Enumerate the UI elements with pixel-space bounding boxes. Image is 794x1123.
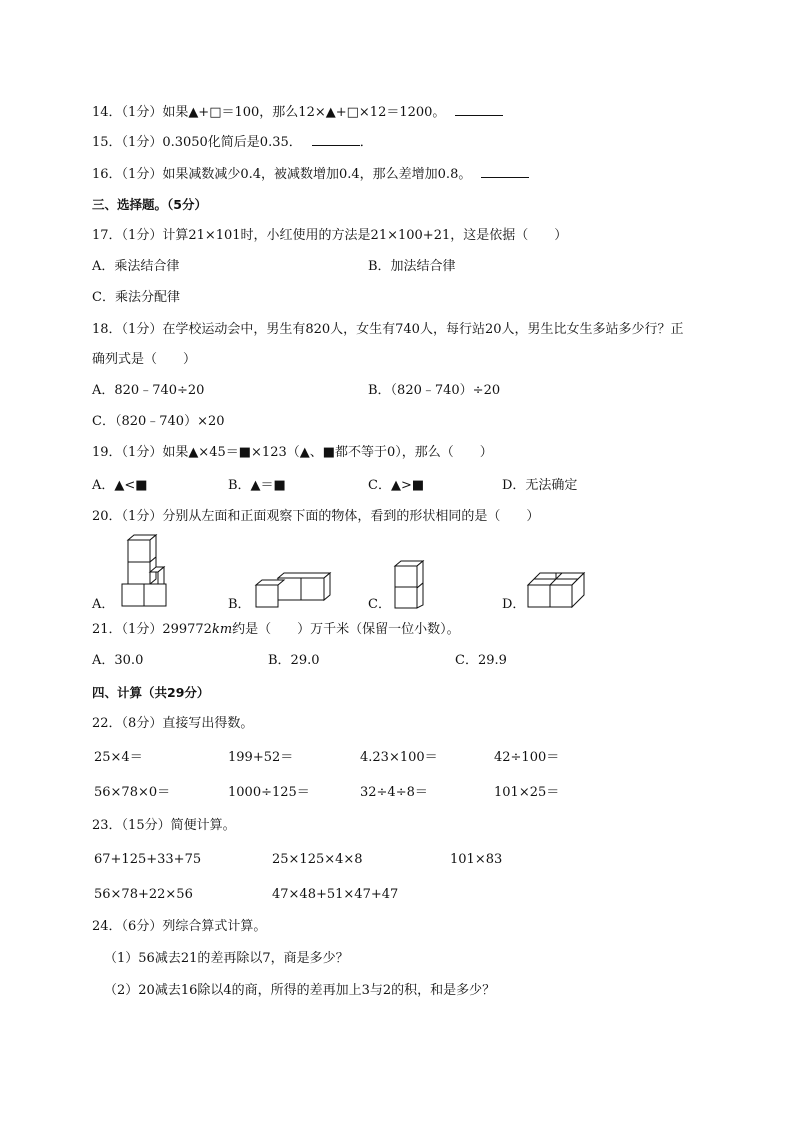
q22-item: 32÷4÷8＝ [360, 785, 428, 800]
q17-option-c: C．乘法分配律 [92, 290, 180, 305]
section-3-title: 三、选择题。（5分） [92, 197, 207, 212]
cube-figure-c [393, 560, 429, 610]
q23-item: 47×48+51×47+47 [272, 887, 399, 902]
q18-option-b: B．（820﹣740）÷20 [368, 383, 501, 398]
q19-option-b: B．▲＝■ [228, 478, 286, 493]
q22-item: 56×78×0＝ [94, 785, 171, 800]
answer-blank [312, 133, 360, 146]
q21-option-a: A．30.0 [92, 653, 144, 668]
q21-option-b: B．29.0 [268, 653, 320, 668]
q20-label-c: C． [368, 597, 391, 612]
q22-item: 4.23×100＝ [360, 750, 438, 765]
q22-item: 25×4＝ [94, 750, 143, 765]
question-18-line2: 确列式是（ ） [92, 352, 197, 367]
q23-item: 25×125×4×8 [272, 852, 363, 867]
question-21: 21．（1分）299772km约是（ ）万千米（保留一位小数）。 [92, 622, 460, 637]
question-16: 16．（1分）如果减数减少0.4，被减数增加0.4，那么差增加0.8。 [92, 165, 529, 183]
q20-label-a: A． [92, 597, 115, 612]
question-15: 15．（1分）0.3050化简后是0.35． ． [92, 135, 373, 150]
q18-option-a: A．820﹣740÷20 [92, 383, 205, 398]
q22-item: 42÷100＝ [494, 750, 560, 765]
answer-blank [455, 103, 503, 116]
question-20: 20．（1分）分别从左面和正面观察下面的物体，看到的形状相同的是（ ） [92, 509, 540, 524]
question-14: 14．（1分）如果▲+□＝100，那么12×▲+□×12＝1200。 [92, 103, 503, 121]
q22-item: 101×25＝ [494, 785, 560, 800]
q20-label-b: B． [228, 597, 251, 612]
q22-item: 1000÷125＝ [228, 785, 310, 800]
q20-label-d: D． [502, 597, 526, 612]
section-4-title: 四、计算（共29分） [92, 685, 210, 700]
q23-item: 67+125+33+75 [94, 852, 202, 867]
q19-option-c: C．▲>■ [368, 478, 425, 493]
question-24: 24．（6分）列综合算式计算。 [92, 919, 267, 934]
question-22: 22．（8分）直接写出得数。 [92, 716, 254, 731]
q19-option-a: A．▲<■ [92, 478, 148, 493]
answer-blank [481, 165, 529, 178]
q19-option-d: D．无法确定 [502, 478, 578, 493]
q17-option-b: B．加法结合律 [368, 259, 456, 274]
q23-item: 56×78+22×56 [94, 887, 193, 902]
cube-figure-a [118, 534, 170, 608]
q18-option-c: C．（820﹣740）×20 [92, 414, 225, 429]
q24-part-1: （1）56减去21的差再除以7，商是多少？ [104, 951, 349, 966]
q21-option-c: C．29.9 [455, 653, 507, 668]
cube-figure-b [252, 572, 332, 608]
q23-item: 101×83 [450, 852, 503, 867]
question-18-line1: 18．（1分）在学校运动会中，男生有820人，女生有740人，每行站20人，男生比女生多站多少行？正 [92, 322, 684, 337]
q24-part-2: （2）20减去16除以4的商，所得的差再加上3与2的积，和是多少？ [104, 983, 496, 998]
q22-item: 199+52＝ [228, 750, 294, 765]
q17-option-a: A．乘法结合律 [92, 259, 180, 274]
question-17: 17．（1分）计算21×101时，小红使用的方法是21×100+21，这是依据（ ） [92, 228, 568, 243]
cube-figure-d [526, 572, 586, 608]
question-19: 19．（1分）如果▲×45＝■×123（▲、■都不等于0），那么（ ） [92, 445, 493, 460]
question-23: 23．（15分）简便计算。 [92, 818, 236, 833]
